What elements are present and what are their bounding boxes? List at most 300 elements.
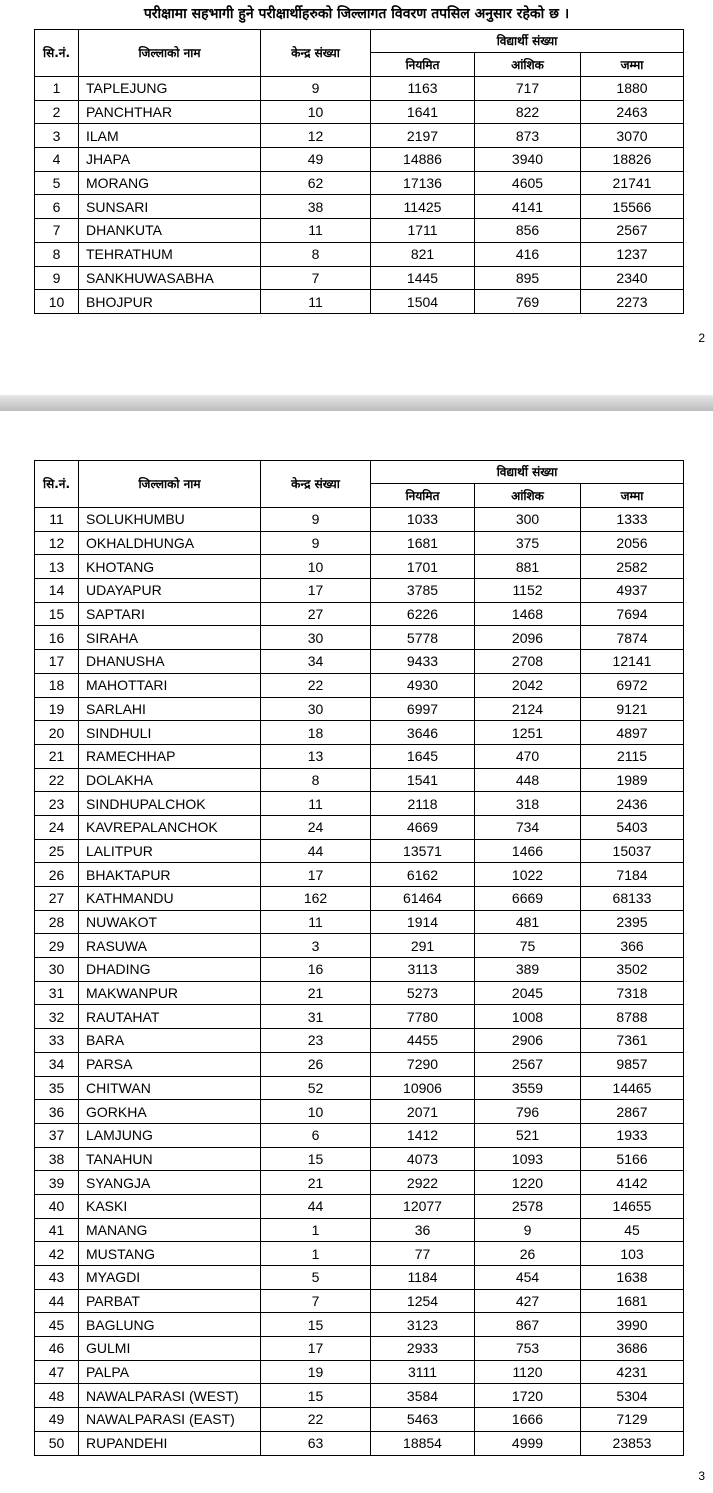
cell-sn: 24 — [35, 815, 79, 839]
table-row — [35, 1360, 684, 1384]
cell-centers: 22 — [261, 1408, 371, 1432]
table-row — [35, 579, 684, 603]
cell-district: NAWALPARASI (EAST) — [79, 1408, 261, 1432]
cell-district: MAKWANPUR — [79, 981, 261, 1005]
cell-sn: 29 — [35, 934, 79, 958]
cell-partial: 1152 — [475, 579, 581, 603]
table-row — [35, 1384, 684, 1408]
cell-regular: 291 — [371, 934, 475, 958]
cell-total: 9857 — [581, 1052, 684, 1076]
cell-partial: 3940 — [475, 148, 581, 172]
cell-sn: 39 — [35, 1171, 79, 1195]
cell-regular: 4669 — [371, 815, 475, 839]
cell-centers: 16 — [261, 958, 371, 982]
cell-district: PALPA — [79, 1360, 261, 1384]
cell-district: SAPTARI — [79, 602, 261, 626]
cell-total: 1333 — [581, 508, 684, 532]
header-sn: सि.नं. — [35, 30, 79, 77]
cell-sn: 45 — [35, 1313, 79, 1337]
cell-sn: 43 — [35, 1266, 79, 1290]
table-row — [35, 1123, 684, 1147]
cell-partial: 1251 — [475, 721, 581, 745]
cell-partial: 1666 — [475, 1408, 581, 1432]
table-row — [35, 934, 684, 958]
cell-partial: 427 — [475, 1289, 581, 1313]
cell-sn: 20 — [35, 721, 79, 745]
header-total: जम्मा — [581, 53, 684, 77]
cell-district: CHITWAN — [79, 1076, 261, 1100]
cell-district: BHOJPUR — [79, 290, 261, 314]
cell-total: 3502 — [581, 958, 684, 982]
cell-district: TEHRATHUM — [79, 242, 261, 266]
cell-regular: 2118 — [371, 792, 475, 816]
cell-regular: 1163 — [371, 77, 475, 101]
table-row — [35, 1052, 684, 1076]
cell-total: 1638 — [581, 1266, 684, 1290]
cell-district: TAPLEJUNG — [79, 77, 261, 101]
cell-regular: 1033 — [371, 508, 475, 532]
table-row — [35, 1289, 684, 1313]
cell-sn: 38 — [35, 1147, 79, 1171]
table-row — [35, 910, 684, 934]
cell-partial: 6669 — [475, 887, 581, 911]
table-row — [35, 266, 684, 290]
cell-centers: 10 — [261, 1100, 371, 1124]
cell-partial: 873 — [475, 124, 581, 148]
cell-sn: 19 — [35, 697, 79, 721]
cell-partial: 9 — [475, 1218, 581, 1242]
cell-sn: 31 — [35, 981, 79, 1005]
cell-centers: 44 — [261, 1194, 371, 1218]
cell-centers: 17 — [261, 863, 371, 887]
cell-centers: 24 — [261, 815, 371, 839]
cell-district: BARA — [79, 1029, 261, 1053]
cell-regular: 1701 — [371, 555, 475, 579]
cell-total: 14655 — [581, 1194, 684, 1218]
cell-district: SINDHUPALCHOK — [79, 792, 261, 816]
cell-district: MANANG — [79, 1218, 261, 1242]
cell-centers: 30 — [261, 626, 371, 650]
cell-total: 2436 — [581, 792, 684, 816]
header-sn: सि.नं. — [35, 461, 79, 508]
cell-sn: 44 — [35, 1289, 79, 1313]
table-row — [35, 721, 684, 745]
cell-sn: 18 — [35, 673, 79, 697]
cell-total: 7694 — [581, 602, 684, 626]
table-row — [35, 290, 684, 314]
cell-total: 7361 — [581, 1029, 684, 1053]
table-row — [35, 508, 684, 532]
cell-district: SOLUKHUMBU — [79, 508, 261, 532]
cell-regular: 5778 — [371, 626, 475, 650]
cell-district: UDAYAPUR — [79, 579, 261, 603]
cell-regular: 6226 — [371, 602, 475, 626]
cell-total: 68133 — [581, 887, 684, 911]
cell-regular: 17136 — [371, 171, 475, 195]
cell-partial: 1008 — [475, 1005, 581, 1029]
cell-partial: 2042 — [475, 673, 581, 697]
cell-sn: 4 — [35, 148, 79, 172]
cell-sn: 49 — [35, 1408, 79, 1432]
cell-district: PARSA — [79, 1052, 261, 1076]
cell-regular: 7780 — [371, 1005, 475, 1029]
cell-district: SIRAHA — [79, 626, 261, 650]
table-row — [35, 100, 684, 124]
cell-sn: 12 — [35, 531, 79, 555]
cell-sn: 23 — [35, 792, 79, 816]
cell-centers: 8 — [261, 768, 371, 792]
cell-sn: 14 — [35, 579, 79, 603]
cell-total: 3686 — [581, 1337, 684, 1361]
cell-partial: 4999 — [475, 1431, 581, 1455]
cell-centers: 10 — [261, 100, 371, 124]
header-district: जिल्लाको नाम — [79, 30, 261, 77]
cell-district: MORANG — [79, 171, 261, 195]
header-regular: नियमित — [371, 484, 475, 508]
cell-total: 18826 — [581, 148, 684, 172]
cell-total: 2567 — [581, 219, 684, 243]
page-number: 3 — [698, 1469, 705, 1483]
table-row — [35, 1147, 684, 1171]
cell-centers: 19 — [261, 1360, 371, 1384]
cell-centers: 1 — [261, 1218, 371, 1242]
cell-district: RAMECHHAP — [79, 744, 261, 768]
cell-partial: 1720 — [475, 1384, 581, 1408]
cell-partial: 881 — [475, 555, 581, 579]
cell-partial: 856 — [475, 219, 581, 243]
cell-partial: 2096 — [475, 626, 581, 650]
cell-total: 3990 — [581, 1313, 684, 1337]
cell-regular: 9433 — [371, 650, 475, 674]
cell-total: 4897 — [581, 721, 684, 745]
cell-centers: 11 — [261, 910, 371, 934]
header-total: जम्मा — [581, 484, 684, 508]
cell-district: OKHALDHUNGA — [79, 531, 261, 555]
cell-centers: 26 — [261, 1052, 371, 1076]
table-row — [35, 195, 684, 219]
cell-centers: 15 — [261, 1384, 371, 1408]
cell-partial: 375 — [475, 531, 581, 555]
cell-centers: 162 — [261, 887, 371, 911]
cell-centers: 8 — [261, 242, 371, 266]
cell-centers: 62 — [261, 171, 371, 195]
cell-district: DHANUSHA — [79, 650, 261, 674]
cell-centers: 38 — [261, 195, 371, 219]
cell-district: NUWAKOT — [79, 910, 261, 934]
cell-district: DHANKUTA — [79, 219, 261, 243]
cell-centers: 31 — [261, 1005, 371, 1029]
cell-partial: 389 — [475, 958, 581, 982]
cell-sn: 30 — [35, 958, 79, 982]
table-row — [35, 1218, 684, 1242]
cell-total: 2056 — [581, 531, 684, 555]
table-row — [35, 77, 684, 101]
cell-sn: 2 — [35, 100, 79, 124]
cell-centers: 15 — [261, 1313, 371, 1337]
cell-centers: 44 — [261, 839, 371, 863]
cell-regular: 5463 — [371, 1408, 475, 1432]
cell-sn: 9 — [35, 266, 79, 290]
cell-total: 1880 — [581, 77, 684, 101]
header-students: विद्यार्थी संख्या — [371, 461, 684, 484]
cell-district: DHADING — [79, 958, 261, 982]
cell-partial: 769 — [475, 290, 581, 314]
header-partial: आंशिक — [475, 53, 581, 77]
cell-district: BHAKTAPUR — [79, 863, 261, 887]
cell-total: 4231 — [581, 1360, 684, 1384]
cell-sn: 36 — [35, 1100, 79, 1124]
cell-regular: 5273 — [371, 981, 475, 1005]
cell-total: 4142 — [581, 1171, 684, 1195]
cell-total: 12141 — [581, 650, 684, 674]
cell-centers: 10 — [261, 555, 371, 579]
cell-regular: 1645 — [371, 744, 475, 768]
cell-partial: 4141 — [475, 195, 581, 219]
table-row — [35, 744, 684, 768]
cell-sn: 3 — [35, 124, 79, 148]
table-row — [35, 792, 684, 816]
cell-sn: 32 — [35, 1005, 79, 1029]
header-centers: केन्द्र संख्या — [261, 30, 371, 77]
cell-centers: 21 — [261, 1171, 371, 1195]
cell-partial: 2708 — [475, 650, 581, 674]
table-row — [35, 626, 684, 650]
table-body — [35, 77, 684, 314]
cell-district: LALITPUR — [79, 839, 261, 863]
cell-regular: 1711 — [371, 219, 475, 243]
cell-total: 3070 — [581, 124, 684, 148]
table-row — [35, 1337, 684, 1361]
table-row — [35, 958, 684, 982]
cell-regular: 12077 — [371, 1194, 475, 1218]
cell-partial: 2567 — [475, 1052, 581, 1076]
cell-district: BAGLUNG — [79, 1313, 261, 1337]
table-row — [35, 148, 684, 172]
cell-partial: 4605 — [475, 171, 581, 195]
table-row — [35, 531, 684, 555]
cell-regular: 6162 — [371, 863, 475, 887]
cell-district: NAWALPARASI (WEST) — [79, 1384, 261, 1408]
cell-total: 2340 — [581, 266, 684, 290]
table-row — [35, 1005, 684, 1029]
cell-total: 15566 — [581, 195, 684, 219]
table-row — [35, 219, 684, 243]
cell-sn: 8 — [35, 242, 79, 266]
cell-district: KATHMANDU — [79, 887, 261, 911]
cell-partial: 26 — [475, 1242, 581, 1266]
cell-total: 7874 — [581, 626, 684, 650]
cell-centers: 12 — [261, 124, 371, 148]
cell-regular: 2071 — [371, 1100, 475, 1124]
cell-regular: 10906 — [371, 1076, 475, 1100]
cell-sn: 42 — [35, 1242, 79, 1266]
cell-regular: 3646 — [371, 721, 475, 745]
cell-total: 2273 — [581, 290, 684, 314]
cell-regular: 2197 — [371, 124, 475, 148]
cell-centers: 18 — [261, 721, 371, 745]
cell-district: RUPANDEHI — [79, 1431, 261, 1455]
cell-total: 1989 — [581, 768, 684, 792]
cell-sn: 46 — [35, 1337, 79, 1361]
cell-centers: 15 — [261, 1147, 371, 1171]
cell-total: 45 — [581, 1218, 684, 1242]
cell-centers: 11 — [261, 792, 371, 816]
table-row — [35, 602, 684, 626]
cell-partial: 717 — [475, 77, 581, 101]
cell-centers: 17 — [261, 1337, 371, 1361]
cell-centers: 7 — [261, 1289, 371, 1313]
cell-regular: 61464 — [371, 887, 475, 911]
cell-regular: 77 — [371, 1242, 475, 1266]
cell-partial: 470 — [475, 744, 581, 768]
cell-total: 2395 — [581, 910, 684, 934]
cell-sn: 26 — [35, 863, 79, 887]
cell-partial: 521 — [475, 1123, 581, 1147]
cell-partial: 796 — [475, 1100, 581, 1124]
cell-district: MAHOTTARI — [79, 673, 261, 697]
table-row — [35, 1100, 684, 1124]
cell-sn: 47 — [35, 1360, 79, 1384]
cell-district: SARLAHI — [79, 697, 261, 721]
cell-centers: 63 — [261, 1431, 371, 1455]
cell-sn: 48 — [35, 1384, 79, 1408]
cell-centers: 5 — [261, 1266, 371, 1290]
cell-district: PARBAT — [79, 1289, 261, 1313]
cell-centers: 6 — [261, 1123, 371, 1147]
cell-centers: 49 — [261, 148, 371, 172]
cell-partial: 448 — [475, 768, 581, 792]
table-row — [35, 1194, 684, 1218]
page-number: 2 — [698, 331, 705, 345]
cell-district: RAUTAHAT — [79, 1005, 261, 1029]
cell-centers: 21 — [261, 981, 371, 1005]
cell-partial: 1093 — [475, 1147, 581, 1171]
table-row — [35, 768, 684, 792]
cell-district: TANAHUN — [79, 1147, 261, 1171]
cell-district: SYANGJA — [79, 1171, 261, 1195]
cell-district: RASUWA — [79, 934, 261, 958]
cell-regular: 1184 — [371, 1266, 475, 1290]
cell-total: 103 — [581, 1242, 684, 1266]
cell-regular: 6997 — [371, 697, 475, 721]
cell-sn: 17 — [35, 650, 79, 674]
table-row — [35, 124, 684, 148]
page-separator — [0, 395, 713, 411]
cell-district: SINDHULI — [79, 721, 261, 745]
cell-centers: 1 — [261, 1242, 371, 1266]
cell-regular: 18854 — [371, 1431, 475, 1455]
cell-sn: 5 — [35, 171, 79, 195]
cell-total: 2463 — [581, 100, 684, 124]
cell-regular: 1412 — [371, 1123, 475, 1147]
cell-centers: 11 — [261, 290, 371, 314]
cell-total: 2582 — [581, 555, 684, 579]
cell-regular: 3785 — [371, 579, 475, 603]
cell-regular: 3584 — [371, 1384, 475, 1408]
cell-total: 7184 — [581, 863, 684, 887]
cell-sn: 28 — [35, 910, 79, 934]
cell-sn: 50 — [35, 1431, 79, 1455]
cell-regular: 1541 — [371, 768, 475, 792]
cell-regular: 1914 — [371, 910, 475, 934]
page-caption: परीक्षामा सहभागी हुने परीक्षार्थीहरुको जिल्लागत विवरण तपसिल अनुसार रहेको छ । — [143, 6, 570, 22]
cell-district: PANCHTHAR — [79, 100, 261, 124]
cell-sn: 41 — [35, 1218, 79, 1242]
cell-partial: 1466 — [475, 839, 581, 863]
cell-centers: 52 — [261, 1076, 371, 1100]
cell-partial: 481 — [475, 910, 581, 934]
cell-partial: 1120 — [475, 1360, 581, 1384]
cell-partial: 1220 — [475, 1171, 581, 1195]
cell-total: 366 — [581, 934, 684, 958]
cell-district: MUSTANG — [79, 1242, 261, 1266]
cell-centers: 30 — [261, 697, 371, 721]
cell-partial: 734 — [475, 815, 581, 839]
table-row — [35, 1266, 684, 1290]
cell-sn: 22 — [35, 768, 79, 792]
cell-regular: 11425 — [371, 195, 475, 219]
cell-regular: 1504 — [371, 290, 475, 314]
cell-partial: 416 — [475, 242, 581, 266]
table-row — [35, 242, 684, 266]
cell-total: 21741 — [581, 171, 684, 195]
cell-partial: 895 — [475, 266, 581, 290]
cell-centers: 23 — [261, 1029, 371, 1053]
cell-sn: 7 — [35, 219, 79, 243]
cell-district: ILAM — [79, 124, 261, 148]
cell-partial: 454 — [475, 1266, 581, 1290]
cell-district: JHAPA — [79, 148, 261, 172]
cell-partial: 318 — [475, 792, 581, 816]
cell-centers: 27 — [261, 602, 371, 626]
cell-regular: 3113 — [371, 958, 475, 982]
cell-partial: 822 — [475, 100, 581, 124]
cell-sn: 27 — [35, 887, 79, 911]
cell-regular: 13571 — [371, 839, 475, 863]
table-row — [35, 1076, 684, 1100]
cell-regular: 1641 — [371, 100, 475, 124]
cell-partial: 867 — [475, 1313, 581, 1337]
cell-total: 2115 — [581, 744, 684, 768]
cell-partial: 2124 — [475, 697, 581, 721]
cell-regular: 821 — [371, 242, 475, 266]
cell-sn: 25 — [35, 839, 79, 863]
cell-partial: 2578 — [475, 1194, 581, 1218]
cell-total: 7129 — [581, 1408, 684, 1432]
cell-total: 5166 — [581, 1147, 684, 1171]
cell-total: 5304 — [581, 1384, 684, 1408]
table-row — [35, 981, 684, 1005]
cell-partial: 1468 — [475, 602, 581, 626]
cell-regular: 4455 — [371, 1029, 475, 1053]
cell-sn: 11 — [35, 508, 79, 532]
table-row — [35, 839, 684, 863]
cell-centers: 13 — [261, 744, 371, 768]
header-students: विद्यार्थी संख्या — [371, 30, 684, 53]
cell-sn: 16 — [35, 626, 79, 650]
table-row — [35, 555, 684, 579]
cell-district: KAVREPALANCHOK — [79, 815, 261, 839]
table-row — [35, 887, 684, 911]
cell-district: MYAGDI — [79, 1266, 261, 1290]
cell-regular: 3111 — [371, 1360, 475, 1384]
cell-centers: 7 — [261, 266, 371, 290]
cell-partial: 300 — [475, 508, 581, 532]
cell-sn: 13 — [35, 555, 79, 579]
cell-regular: 3123 — [371, 1313, 475, 1337]
header-regular: नियमित — [371, 53, 475, 77]
cell-total: 8788 — [581, 1005, 684, 1029]
